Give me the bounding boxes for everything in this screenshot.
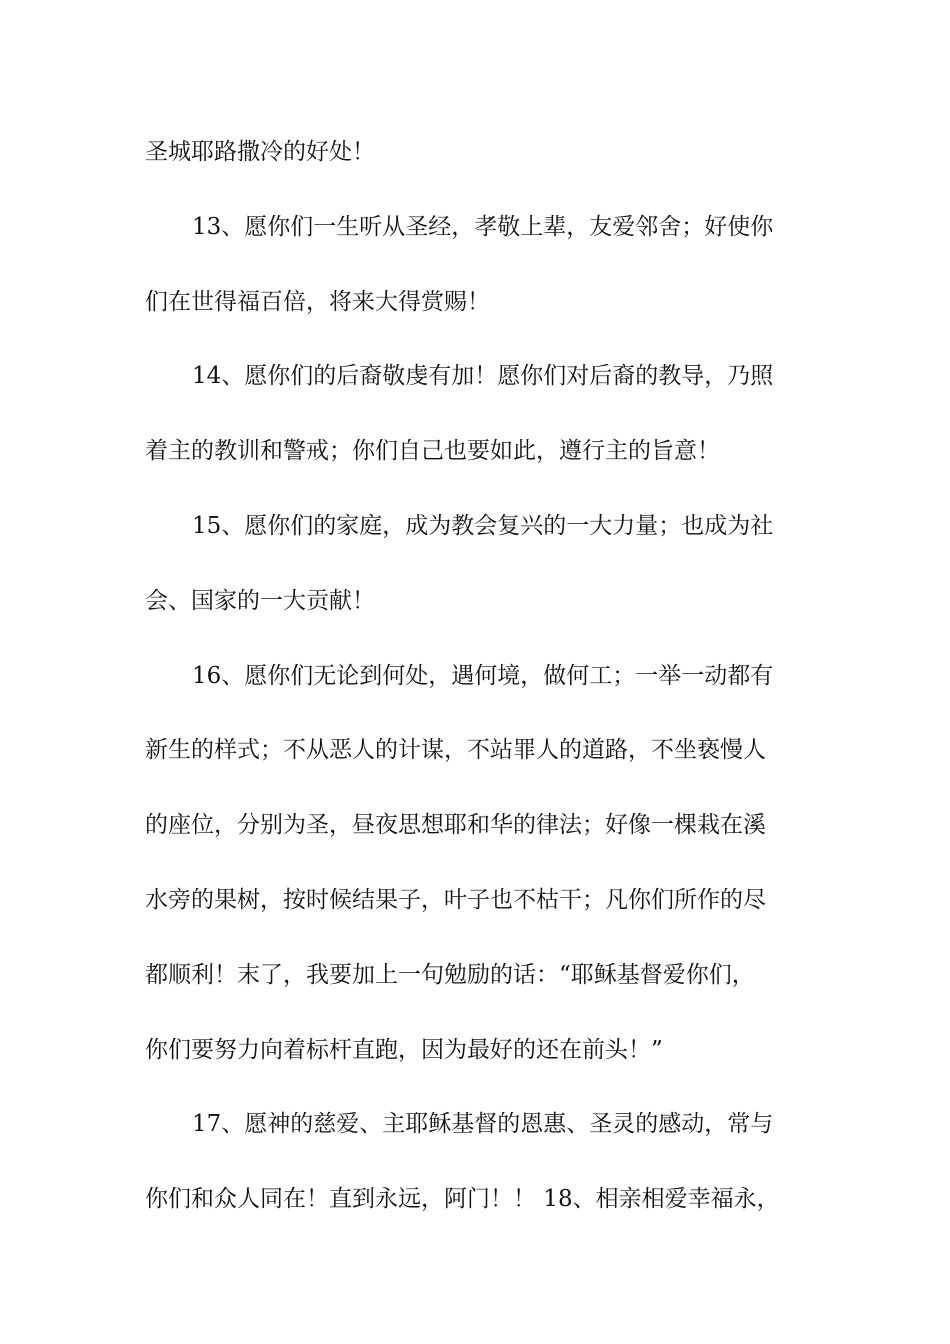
paragraph-16-line-4: 水旁的果树，按时候结果子，叶子也不枯干；凡你们所作的尽 xyxy=(145,886,766,913)
paragraph-14-line-1: 14、愿你们的后裔敬虔有加！愿你们对后裔的教导，乃照 xyxy=(192,363,774,390)
paragraph-16-line-5: 都顺利！末了，我要加上一句勉励的话：“耶稣基督爱你们， xyxy=(145,961,755,988)
text-line-1: 圣城耶路撒冷的好处！ xyxy=(145,139,375,165)
paragraph-15-line-1: 15、愿你们的家庭，成为教会复兴的一大力量；也成为社 xyxy=(192,512,774,539)
paragraph-13-line-1: 13、愿你们一生听从圣经，孝敬上辈，友爱邻舍；好使你 xyxy=(192,213,774,240)
paragraph-17-line-1: 17、愿神的慈爱、主耶稣基督的恩惠、圣灵的感动，常与 xyxy=(192,1111,774,1138)
paragraph-16-line-1: 16、愿你们无论到何处，遇何境，做何工；一举一动都有 xyxy=(192,662,774,689)
paragraph-16-line-2: 新生的样式；不从恶人的计谋，不站罪人的道路，不坐亵慢人 xyxy=(145,737,766,764)
paragraph-16-line-3: 的座位，分别为圣，昼夜思想耶和华的律法；好像一棵栽在溪 xyxy=(145,812,766,839)
document-body xyxy=(145,128,807,1250)
paragraph-17-line-2: 你们和众人同在！直到永远，阿门！！ 18、相亲相爱幸福永， xyxy=(145,1186,780,1213)
paragraph-15-line-2: 会、国家的一大贡献！ xyxy=(145,587,375,614)
paragraph-13-line-2: 们在世得福百倍，将来大得赏赐！ xyxy=(145,288,490,315)
paragraph-16-line-6: 你们要努力向着标杆直跑，因为最好的还在前头！” xyxy=(145,1036,663,1063)
paragraph-14-line-2: 着主的教训和警戒；你们自己也要如此，遵行主的旨意！ xyxy=(145,438,720,465)
